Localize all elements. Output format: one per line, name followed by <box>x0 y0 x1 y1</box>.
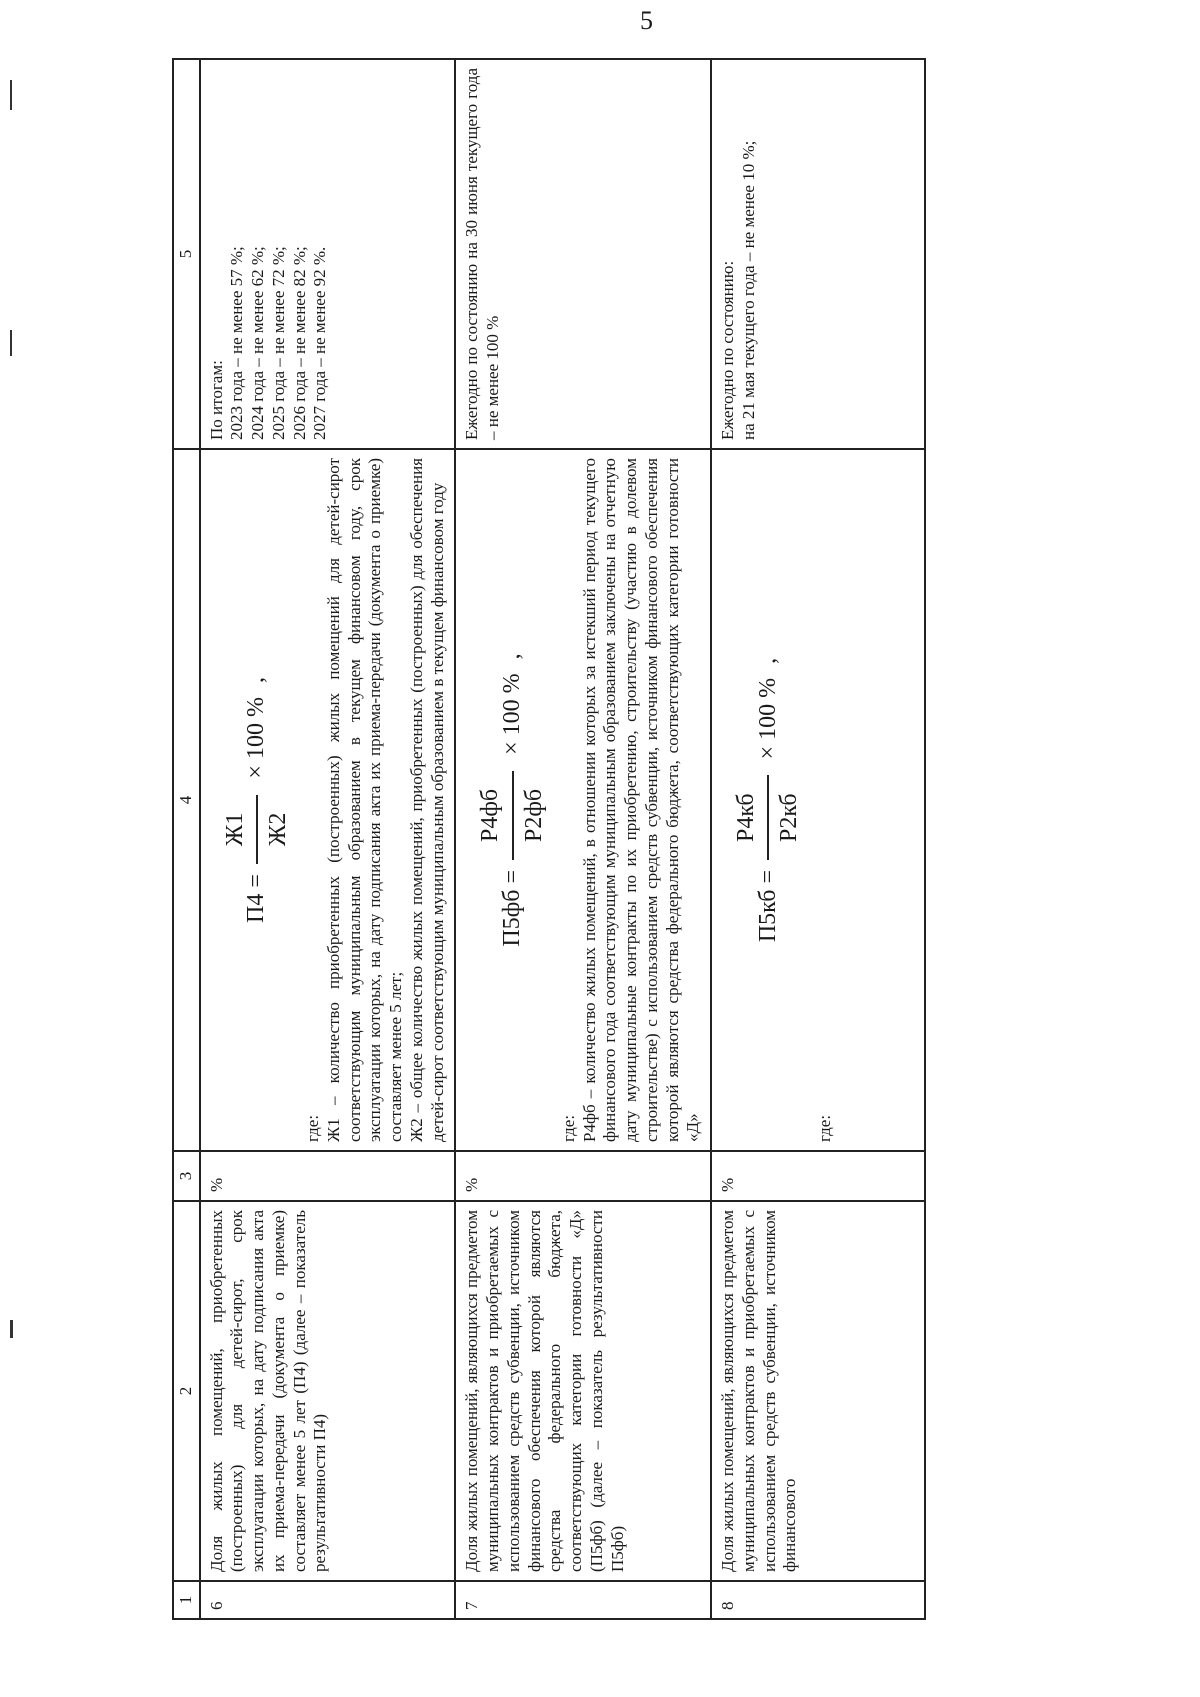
target-value: Ежегодно по состоянию на 30 июня текущего года – не менее 100 % <box>455 59 711 449</box>
calculation-method <box>200 449 456 1151</box>
formula-lhs: П5фб = <box>499 870 526 947</box>
target-line: 2025 года – не менее 72 %; <box>268 246 288 440</box>
calculation-method <box>455 449 711 1151</box>
formula-numerator: Ж1 <box>221 795 258 865</box>
target-line: 2027 года – не менее 92 %. <box>310 246 330 440</box>
definition: Ж1 – количество приобретенных (построенных) жилых помещений для детей-сирот соответствующим муниципальным образованием в текущем финансовом году, срок эксплуатации которых, на дату подписания акта их приема-передачи (документа о приемке) составляет менее 5 лет; <box>324 458 406 1142</box>
formula-comma: , <box>243 677 270 684</box>
formula-multiplier: × 100 % <box>243 697 270 779</box>
table-row <box>711 59 925 1619</box>
formula <box>732 458 805 1142</box>
target-value <box>200 59 456 449</box>
row-number: 7 <box>455 1581 711 1619</box>
unit: % <box>711 1151 925 1201</box>
formula-numerator: Р4фб <box>476 771 513 860</box>
formula-comma: , <box>754 657 781 664</box>
row-number: 6 <box>200 1581 456 1619</box>
target-line: По итогам: <box>206 360 226 440</box>
formula-numerator: Р4кб <box>732 775 769 860</box>
target-line: на 21 мая текущего года – не менее 10 %; <box>738 140 758 440</box>
column-header: 5 <box>173 59 200 449</box>
column-header: 4 <box>173 449 200 1151</box>
indicator-name: Доля жилых помещений, являющихся предметом муниципальных контрактов и приобретаемых с использованием средств субвенции, источником финансового обеспечения которой являются средства федерального бюджета, соответствующих категории готовности «Д» (П5фб) (далее – показатель результативности П5фб) <box>455 1201 711 1581</box>
formula-denominator: Р2кб <box>776 793 803 843</box>
target-line: 2023 года – не менее 57 %; <box>227 246 247 440</box>
indicator-name: Доля жилых помещений, приобретенных (построенных) для детей-сирот, срок эксплуатации которых, на дату подписания акта их приема-передачи (документа о приемке) составляет менее 5 лет (П4) (далее – показатель результативности П4) <box>200 1201 456 1581</box>
formula-denominator: Ж2 <box>265 812 291 847</box>
formula-fraction <box>476 771 549 860</box>
definition: Ж2 – общее количество жилых помещений, приобретенных (построенных) для обеспечения детей-сирот соответствующим муниципальным образованием в текущем финансовом году <box>406 458 447 1142</box>
target-line: 2024 года – не менее 62 %; <box>248 246 268 440</box>
unit: % <box>200 1151 456 1201</box>
where-label: где: <box>558 1114 578 1142</box>
formula-lhs: П5кб = <box>754 870 781 943</box>
target-line: Ежегодно по состоянию: <box>718 260 738 440</box>
column-header: 3 <box>173 1151 200 1201</box>
where-label: где: <box>303 1114 323 1142</box>
table-row <box>200 59 456 1619</box>
page-number: 5 <box>640 6 653 35</box>
calculation-method <box>711 449 925 1151</box>
formula-comma: , <box>499 653 526 660</box>
table-row <box>455 59 711 1619</box>
indicator-name: Доля жилых помещений, являющихся предметом муниципальных контрактов и приобретаемых с использованием средств субвенции, источником финансового <box>711 1201 925 1581</box>
where-label: где: <box>814 1114 834 1142</box>
indicators-table <box>172 58 926 1620</box>
column-header: 1 <box>173 1581 200 1619</box>
header-row <box>173 59 200 1619</box>
formula-denominator: Р2фб <box>520 788 547 842</box>
formula <box>221 458 294 1142</box>
unit: % <box>455 1151 711 1201</box>
formula <box>476 458 549 1142</box>
formula-fraction <box>732 775 805 860</box>
definition: Р4фб – количество жилых помещений, в отношении которых за истекший период текущего финансового года соответствующим муниципальным образованием заключены на отчетную дату муниципальные контракты по их приобретению, строительству (участию в долевом строительстве) с использованием средств субвенции, источником финансового обеспечения которой являются средства федерального бюджета, соответствующих категории готовности «Д» <box>579 458 703 1142</box>
row-number: 8 <box>711 1581 925 1619</box>
column-header: 2 <box>173 1201 200 1581</box>
formula-fraction <box>221 795 294 865</box>
target-line: 2026 года – не менее 82 %; <box>289 246 309 440</box>
formula-lhs: П4 = <box>243 874 270 923</box>
target-value <box>711 59 925 449</box>
rotated-table-container <box>172 60 1132 1620</box>
formula-multiplier: × 100 % <box>754 677 781 760</box>
formula-multiplier: × 100 % <box>499 673 526 755</box>
